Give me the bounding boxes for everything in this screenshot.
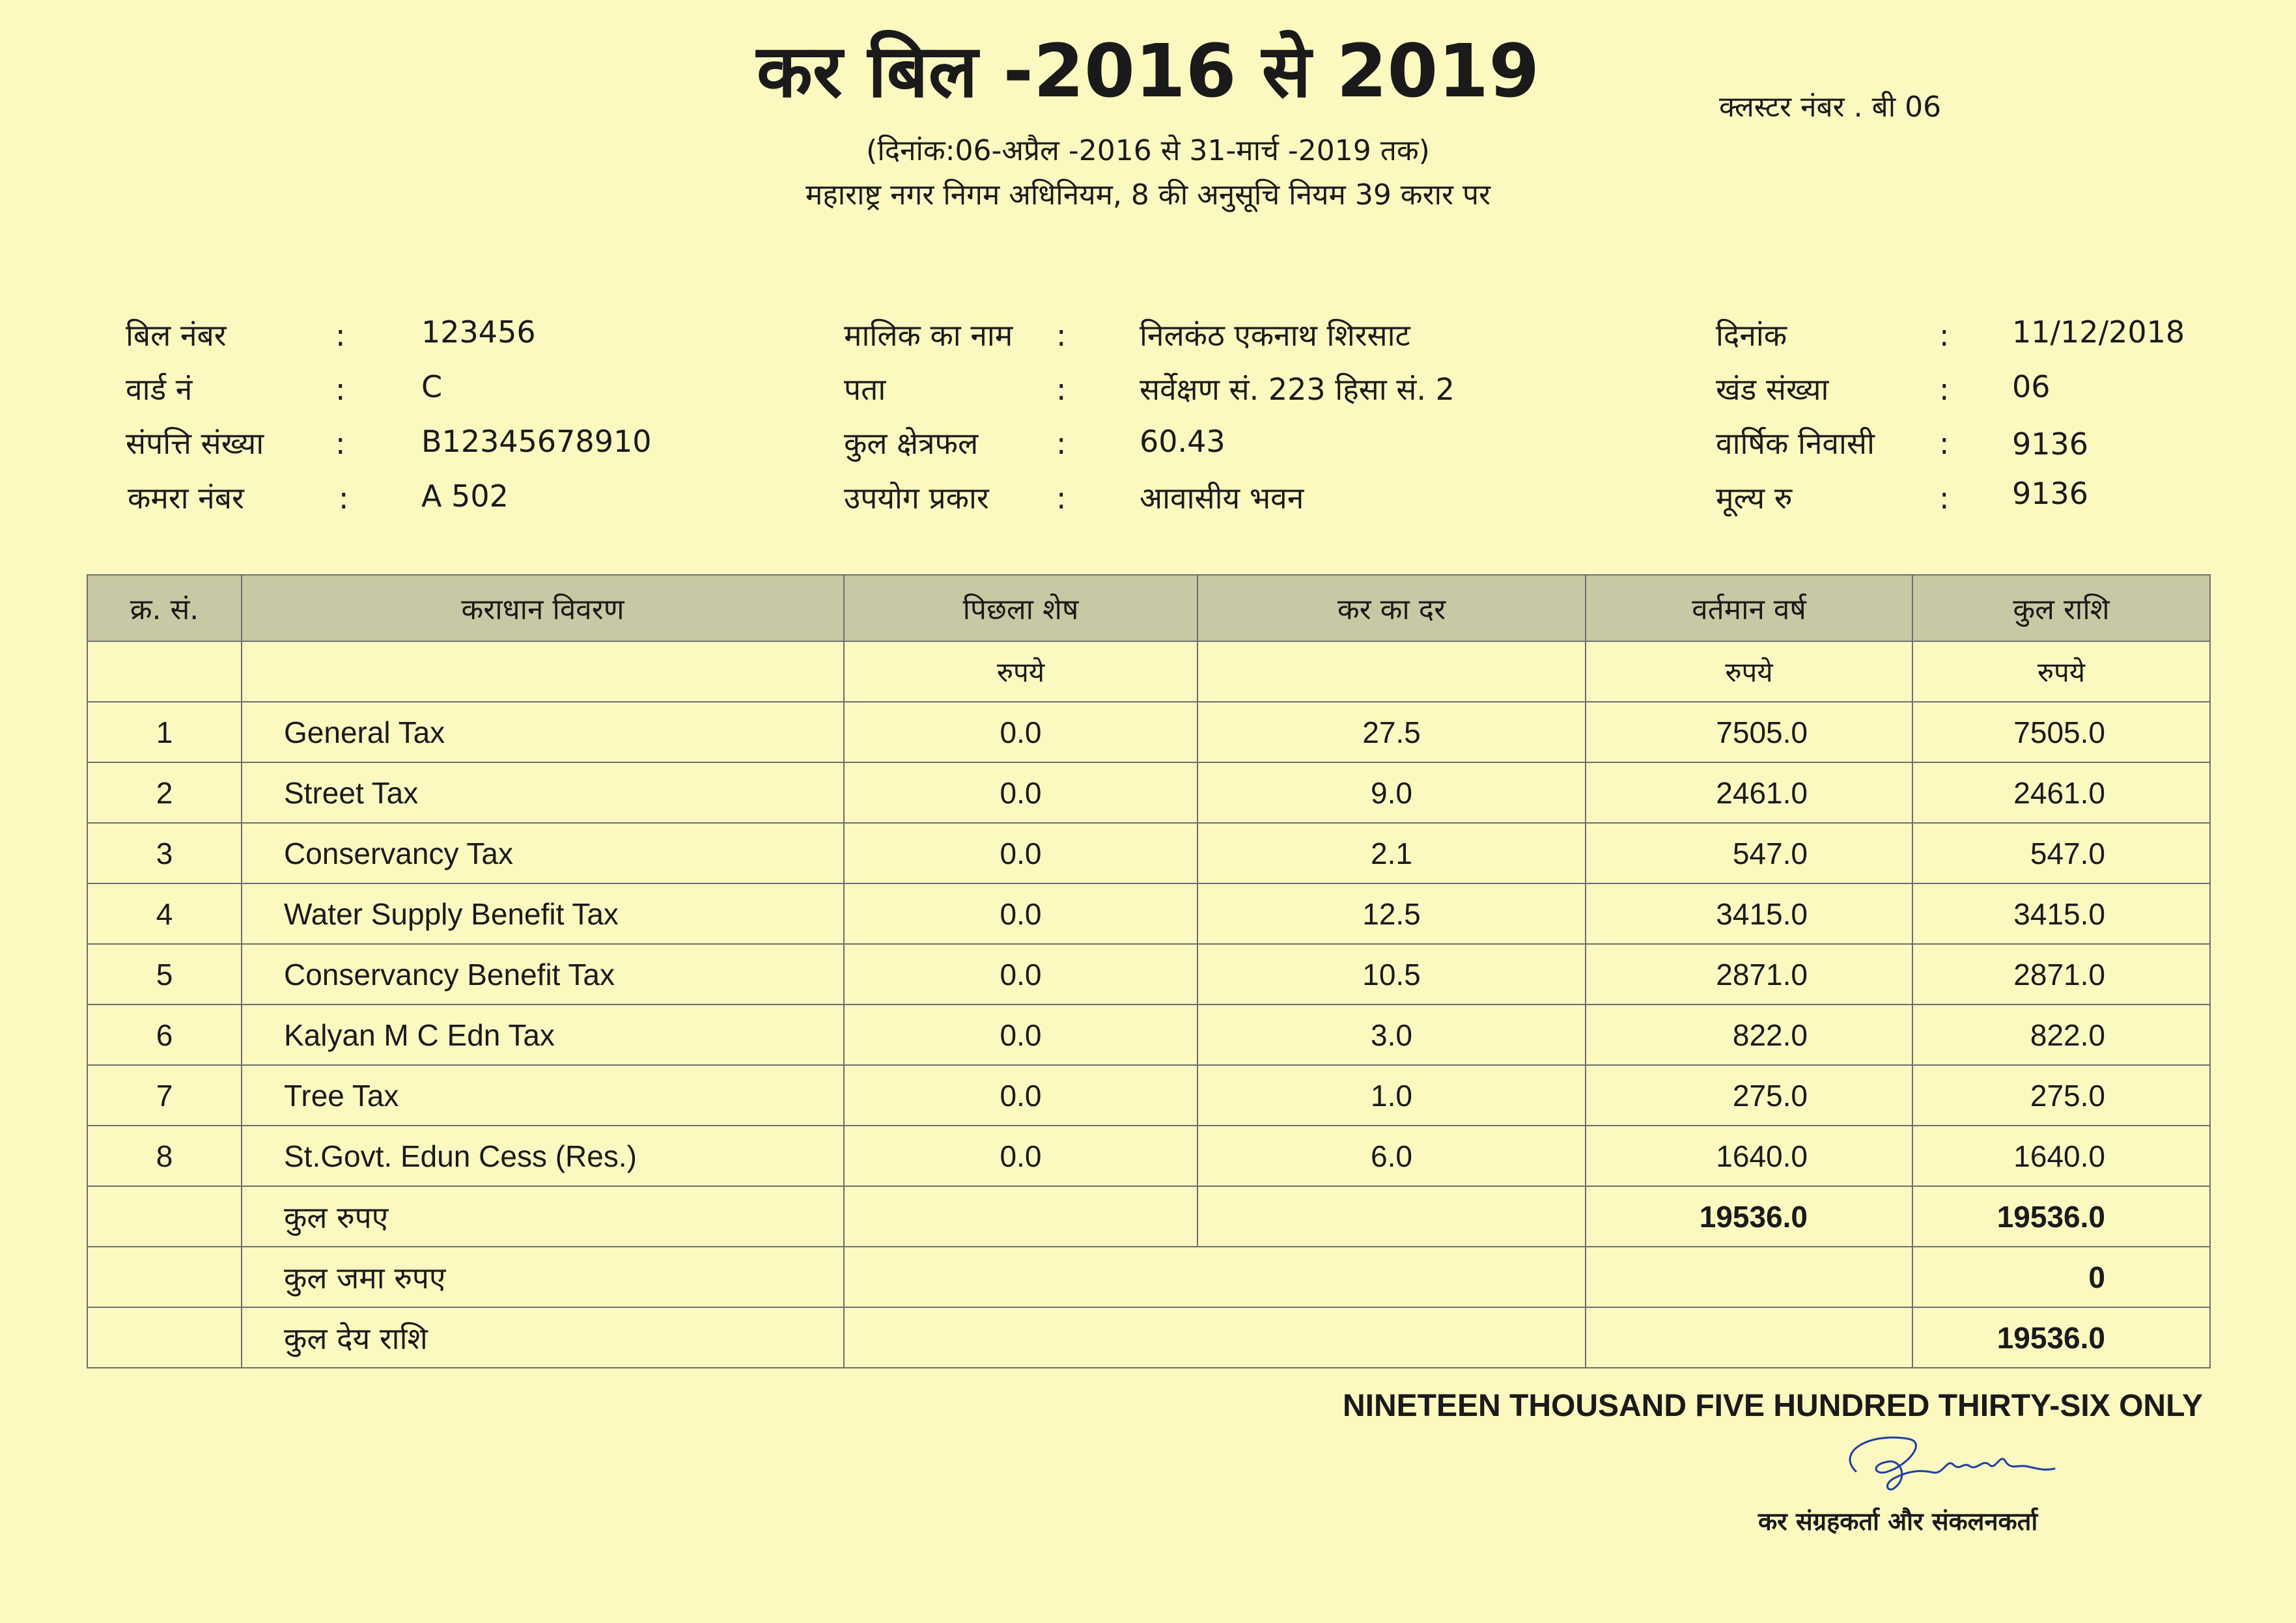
row-description: Conservancy Benefit Tax <box>242 944 844 1005</box>
row-current: 7505.0 <box>1586 702 1912 762</box>
colon: : <box>1056 318 1067 353</box>
row-total: 547.0 <box>1912 823 2210 883</box>
row-rate: 10.5 <box>1197 944 1586 1005</box>
row-serial: 7 <box>87 1065 242 1126</box>
table-header-row <box>87 575 2210 641</box>
colon: : <box>1056 480 1067 516</box>
row-previous: 0.0 <box>844 1065 1197 1126</box>
colon: : <box>339 480 349 516</box>
room-number-value: A 502 <box>421 479 509 514</box>
header-description: कराधान विवरण <box>242 575 844 641</box>
ward-number-value: C <box>421 369 443 404</box>
usage-type-label: उपयोग प्रकार <box>844 480 989 516</box>
row-previous: 0.0 <box>844 1126 1197 1186</box>
total-area-value: 60.43 <box>1140 424 1225 459</box>
address-value: सर्वेक्षण सं. 223 हिसा सं. 2 <box>1140 372 1455 407</box>
row-serial: 4 <box>87 883 242 944</box>
colon: : <box>1939 318 1950 353</box>
row-previous: 0.0 <box>844 702 1197 762</box>
header-previous-balance: पिछला शेष <box>844 575 1197 641</box>
total-row <box>87 1186 2210 1247</box>
paid-total: 0 <box>1912 1247 2210 1307</box>
row-current: 822.0 <box>1586 1005 1912 1065</box>
owner-name-label: मालिक का नाम <box>844 318 1013 353</box>
unit-current: रुपये <box>1586 641 1912 702</box>
signature-image <box>1830 1426 2064 1504</box>
bill-title: कर बिल -2016 से 2019 <box>756 29 1540 114</box>
value-rs-label: मूल्य रु <box>1716 480 1793 516</box>
paid-label: कुल जमा रुपए <box>242 1247 844 1307</box>
row-description: Conservancy Tax <box>242 823 844 883</box>
tax-table <box>87 574 2211 1368</box>
signatory-title: कर संग्रहकर्ता और संकलनकर्ता <box>1758 1507 2038 1536</box>
block-number-value: 06 <box>2012 369 2051 404</box>
row-current: 2871.0 <box>1586 944 1912 1005</box>
signature-stroke <box>1850 1437 2054 1490</box>
row-total: 2871.0 <box>1912 944 2210 1005</box>
block-number-label: खंड संख्या <box>1716 372 1829 407</box>
header-total-amount: कुल राशि <box>1912 575 2210 641</box>
row-total: 275.0 <box>1912 1065 2210 1126</box>
row-previous: 0.0 <box>844 1005 1197 1065</box>
amount-in-words: NINETEEN THOUSAND FIVE HUNDRED THIRTY-SIX ONLY <box>1342 1389 2203 1423</box>
row-serial: 6 <box>87 1005 242 1065</box>
row-description: Water Supply Benefit Tax <box>242 883 844 944</box>
table-row <box>87 823 2210 883</box>
paid-row <box>87 1247 2210 1307</box>
unit-previous: रुपये <box>844 641 1197 702</box>
value-rs-value: 9136 <box>2012 476 2089 511</box>
row-rate: 6.0 <box>1197 1126 1586 1186</box>
ward-number-label: वार्ड नं <box>126 372 193 407</box>
colon: : <box>335 372 346 407</box>
property-number-label: संपत्ति संख्या <box>126 426 264 461</box>
header-current-year: वर्तमान वर्ष <box>1586 575 1912 641</box>
colon: : <box>1939 426 1950 461</box>
row-description: Kalyan M C Edn Tax <box>242 1005 844 1065</box>
property-number-value: B12345678910 <box>421 424 652 459</box>
colon: : <box>1056 426 1067 461</box>
colon: : <box>1939 372 1950 407</box>
row-previous: 0.0 <box>844 883 1197 944</box>
date-value: 11/12/2018 <box>2012 314 2185 350</box>
due-row <box>87 1307 2210 1368</box>
row-total: 2461.0 <box>1912 762 2210 823</box>
table-row <box>87 1065 2210 1126</box>
act-reference: महाराष्ट्र नगर निगम अधिनियम, 8 की अनुसूचि नियम 39 करार पर <box>805 178 1491 212</box>
owner-name-value: निलकंठ एकनाथ शिरसाट <box>1140 318 1410 353</box>
row-serial: 5 <box>87 944 242 1005</box>
table-row <box>87 944 2210 1005</box>
row-total: 3415.0 <box>1912 883 2210 944</box>
cluster-number: क्लस्टर नंबर . बी 06 <box>1719 90 1942 124</box>
row-serial: 3 <box>87 823 242 883</box>
colon: : <box>1056 372 1067 407</box>
row-rate: 1.0 <box>1197 1065 1586 1126</box>
row-serial: 8 <box>87 1126 242 1186</box>
row-serial: 2 <box>87 762 242 823</box>
header-tax-rate: कर का दर <box>1197 575 1586 641</box>
row-total: 1640.0 <box>1912 1126 2210 1186</box>
row-previous: 0.0 <box>844 762 1197 823</box>
table-row <box>87 702 2210 762</box>
row-current: 1640.0 <box>1586 1126 1912 1186</box>
row-rate: 27.5 <box>1197 702 1586 762</box>
row-rate: 2.1 <box>1197 823 1586 883</box>
row-description: St.Govt. Edun Cess (Res.) <box>242 1126 844 1186</box>
bill-period: (दिनांक:06-अप्रैल -2016 से 31-मार्च -2019 तक) <box>866 134 1430 167</box>
total-area-label: कुल क्षेत्रफल <box>844 426 979 461</box>
table-row <box>87 1005 2210 1065</box>
row-current: 2461.0 <box>1586 762 1912 823</box>
table-row <box>87 1126 2210 1186</box>
colon: : <box>335 426 346 461</box>
row-rate: 9.0 <box>1197 762 1586 823</box>
bill-number-label: बिल नंबर <box>126 318 227 353</box>
row-description: Street Tax <box>242 762 844 823</box>
row-current: 3415.0 <box>1586 883 1912 944</box>
row-description: General Tax <box>242 702 844 762</box>
unit-total: रुपये <box>1912 641 2210 702</box>
due-label: कुल देय राशि <box>242 1307 844 1368</box>
table-row <box>87 883 2210 944</box>
row-total: 822.0 <box>1912 1005 2210 1065</box>
room-number-label: कमरा नंबर <box>128 480 244 516</box>
row-rate: 12.5 <box>1197 883 1586 944</box>
header-serial: क्र. सं. <box>87 575 242 641</box>
annual-residential-label: वार्षिक निवासी <box>1716 426 1875 461</box>
row-current: 275.0 <box>1586 1065 1912 1126</box>
total-label: कुल रुपए <box>242 1186 844 1247</box>
date-label: दिनांक <box>1716 318 1787 353</box>
row-current: 547.0 <box>1586 823 1912 883</box>
colon: : <box>1939 480 1950 516</box>
colon: : <box>335 318 346 353</box>
table-row <box>87 762 2210 823</box>
bill-number-value: 123456 <box>421 314 536 350</box>
row-total: 7505.0 <box>1912 702 2210 762</box>
annual-residential-value: 9136 <box>2012 426 2089 462</box>
row-rate: 3.0 <box>1197 1005 1586 1065</box>
row-description: Tree Tax <box>242 1065 844 1126</box>
row-previous: 0.0 <box>844 944 1197 1005</box>
total-total: 19536.0 <box>1912 1186 2210 1247</box>
address-label: पता <box>844 372 886 407</box>
units-row <box>87 641 2210 702</box>
total-current: 19536.0 <box>1586 1186 1912 1247</box>
due-total: 19536.0 <box>1912 1307 2210 1368</box>
row-serial: 1 <box>87 702 242 762</box>
usage-type-value: आवासीय भवन <box>1140 480 1304 516</box>
row-previous: 0.0 <box>844 823 1197 883</box>
